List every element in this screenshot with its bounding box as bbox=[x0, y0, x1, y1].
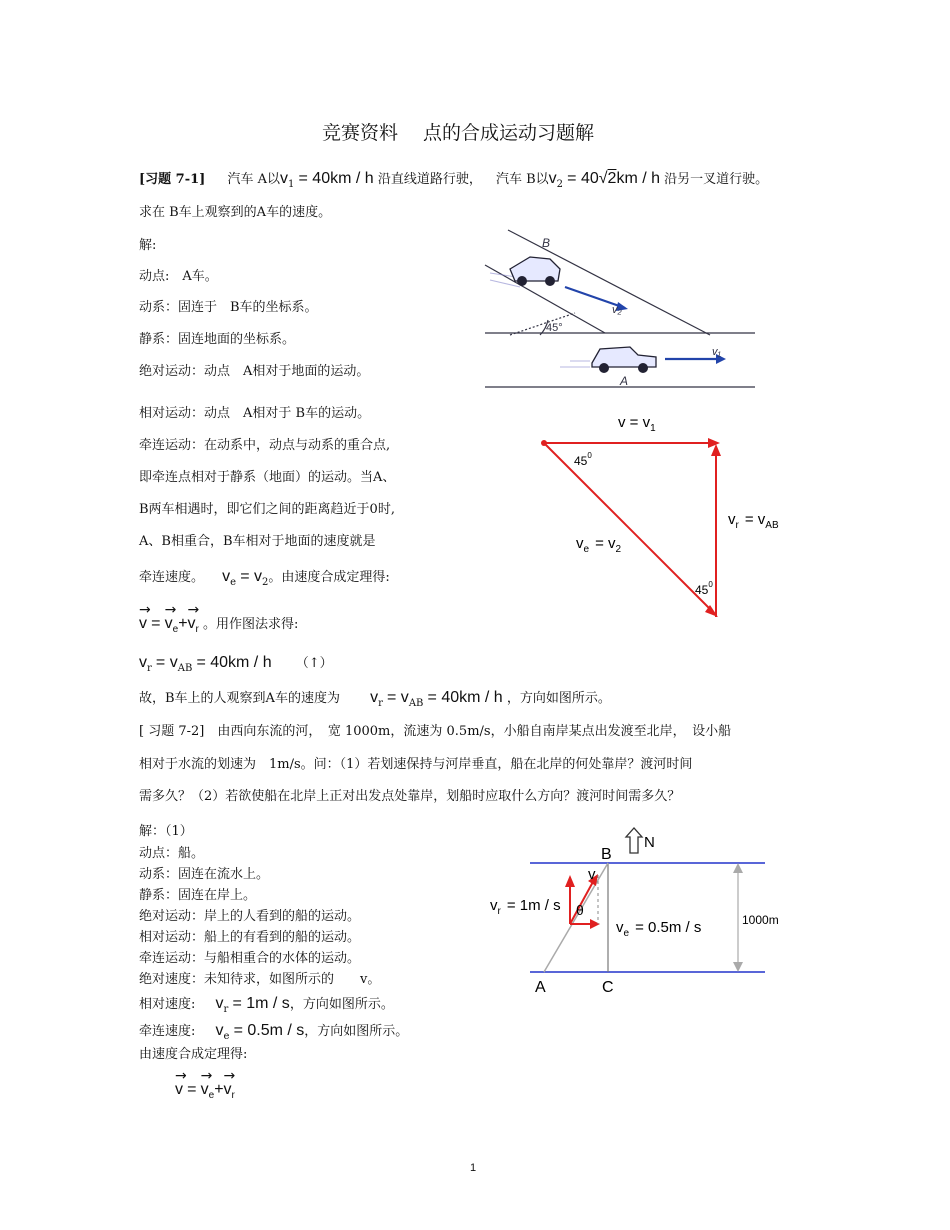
north-arrow-icon bbox=[626, 828, 642, 853]
vr-result: $v_r = v_{AB} = 40km / h$ （↑） bbox=[139, 654, 333, 674]
static-frame-7-2: 静系：固连在岸上。 bbox=[139, 888, 257, 903]
problem-7-1-line1: [习题 7-1] 汽车 A以$v_1 = 40km / h$ 沿直线道路行驶， 汽车 B以$v_2 = 40√2km / h$ 沿另一叉道行驶。 bbox=[139, 170, 769, 190]
solution-7-2-label: 解：（1） bbox=[139, 824, 193, 839]
problem-7-2-line1: [ 习题 7-2] 由西向东流的河， 宽 1000m，流速为 0.5m/s，小船自南岸某点出发渡至北岸， 设小船 bbox=[139, 724, 732, 739]
river-width-label: 1000m bbox=[742, 913, 779, 927]
angle-label: 45° bbox=[546, 322, 563, 334]
solution-label: 解: bbox=[139, 238, 157, 253]
vr-label-fig3: $v_r = 1m / s$ bbox=[490, 897, 561, 917]
car-a-icon bbox=[592, 347, 656, 373]
moving-frame-7-2: 动系：固连在流水上。 bbox=[139, 867, 270, 882]
moving-point-7-2: 动点：船。 bbox=[139, 846, 205, 861]
river-crossing-figure bbox=[480, 825, 810, 1000]
static-frame: 静系：固连地面的坐标系。 bbox=[139, 332, 296, 347]
transport-velocity-7-2: 牵连速度: $v_e = 0.5m / s$，方向如图所示。 bbox=[139, 1022, 409, 1042]
road-cars-figure bbox=[480, 225, 760, 395]
vector-equation-2: → v = → $v_e+$ → $v_r$ bbox=[175, 1068, 236, 1101]
point-a-label: A bbox=[535, 979, 546, 996]
start-point bbox=[541, 440, 547, 446]
absolute-motion-7-2: 绝对运动：岸上的人看到的船的运动。 bbox=[139, 909, 361, 924]
transport-motion-3: B两车相遇时，即它们之间的距离趋近于0时, bbox=[139, 502, 395, 517]
transport-motion-5: 牵连速度。 $v_e = v_2$。由速度合成定理得: bbox=[139, 568, 390, 588]
angle-top-label: $45^0$ bbox=[574, 451, 592, 468]
road-b-label: B bbox=[542, 236, 551, 250]
point-c-label: C bbox=[602, 979, 614, 996]
page-number: 1 bbox=[470, 1162, 477, 1174]
ve-label: $v_e = v_2$ bbox=[576, 535, 622, 555]
vr-label: $v_r = v_{AB}$ bbox=[728, 511, 779, 531]
absolute-motion: 绝对运动：动点 A相对于地面的运动。 bbox=[139, 364, 370, 379]
transport-motion-2: 即牵连点相对于静系（地面）的运动。当A、 bbox=[139, 470, 396, 485]
moving-point: 动点: A车。 bbox=[139, 269, 218, 284]
transport-motion-1: 牵连运动：在动系中，动点与动系的重合点, bbox=[139, 438, 391, 453]
composition-theorem-7-2: 由速度合成定理得: bbox=[139, 1047, 248, 1062]
velocity-triangle-figure bbox=[530, 408, 810, 628]
problem-tag: [习题 7-1] bbox=[139, 172, 206, 187]
v1-label: v₁ bbox=[712, 346, 721, 358]
ve-label-fig3: $v_e = 0.5m / s$ bbox=[616, 919, 702, 939]
relative-velocity-7-2: 相对速度: $v_r = 1m / s$，方向如图所示。 bbox=[139, 995, 394, 1015]
relative-motion-7-2: 相对运动：船上的有看到的船的运动。 bbox=[139, 930, 361, 945]
road-a-label: A bbox=[620, 374, 629, 388]
transport-motion-7-2: 牵连运动：与船相重合的水体的运动。 bbox=[139, 951, 361, 966]
v-label-fig3: v bbox=[588, 866, 596, 883]
car-b-icon bbox=[510, 257, 560, 286]
v-label: $v = v_1$ bbox=[618, 414, 656, 434]
point-b-label: B bbox=[601, 846, 612, 863]
problem-7-1-line2: 求在 B车上观察到的A车的速度。 bbox=[139, 205, 332, 220]
angle-bottom-label: $45^0$ bbox=[695, 580, 713, 597]
vector-equation-1: → v = → $v_e+$ → $v_r$ 。用作图法求得: bbox=[139, 602, 299, 635]
v2-label: v₂ bbox=[612, 304, 622, 316]
relative-motion: 相对运动：动点 A相对于 B车的运动。 bbox=[139, 406, 371, 421]
conclusion-7-1: 故，B车上的人观察到A车的速度为 $v_r = v_{AB} = 40km / h$ ，方向如图所示。 bbox=[139, 689, 611, 709]
road-b-upper-edge bbox=[508, 230, 710, 335]
page-title: 竞赛资料 点的合成运动习题解 bbox=[322, 122, 595, 144]
problem-7-2-line3: 需多久？（2）若欲使船在北岸上正对出发点处靠岸，划船时应取什么方向？渡河时间需多久？ bbox=[139, 789, 681, 804]
moving-frame: 动系：固连于 B车的坐标系。 bbox=[139, 300, 318, 315]
absolute-velocity-7-2: 绝对速度：未知待求，如图所示的 v。 bbox=[139, 972, 381, 987]
north-label: N bbox=[644, 834, 655, 851]
theta-label: θ bbox=[576, 902, 584, 918]
ve-vector bbox=[544, 443, 713, 612]
problem-7-2-line2: 相对于水流的划速为 1m/s。问：（1）若划速保持与河岸垂直，船在北岸的何处靠岸？渡河时间 bbox=[139, 757, 693, 772]
transport-motion-4: A、B相重合，B车相对于地面的速度就是 bbox=[139, 534, 376, 549]
